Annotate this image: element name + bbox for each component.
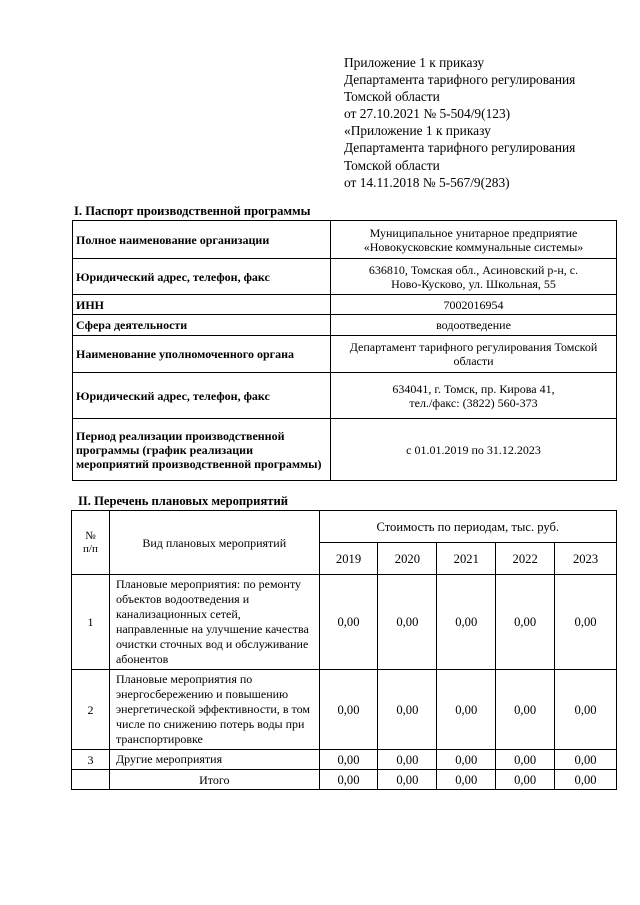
passport-value-line: области [453,354,494,368]
passport-row [73,221,617,259]
passport-label: Полное наименование организации [73,221,331,259]
total-row [72,770,617,790]
passport-row [73,259,617,295]
header-line: от 14.11.2018 № 5-567/9(283) [344,174,510,190]
header-line: Томской области [344,157,440,173]
row-value: 0,00 [378,750,437,770]
passport-row [73,295,617,315]
col-cost-header: Стоимость по периодам, тыс. руб. [319,511,616,543]
passport-value [331,259,617,295]
passport-value [331,336,617,373]
passport-value: водоотведение [331,315,617,336]
header-line: «Приложение 1 к приказу [344,123,491,139]
passport-label: Юридический адрес, телефон, факс [73,259,331,295]
measures-header-row [72,511,617,543]
total-value: 0,00 [378,770,437,790]
order-header [344,54,634,191]
passport-value-line: 636810, Томская обл., Асиновский р-н, с. [368,262,579,277]
year-header: 2020 [378,543,437,575]
measures-table [71,510,617,790]
passport-value-line: «Новокусковские коммунальные системы» [363,239,584,254]
passport-row [73,373,617,419]
passport-row [73,419,617,481]
passport-label: Период реализации производственной программы (график реализации мероприятий производственной программы) [73,419,331,481]
total-value: 0,00 [319,770,378,790]
year-header: 2023 [555,543,617,575]
year-header: 2022 [496,543,555,575]
total-num-cell [72,770,110,790]
header-line: от 27.10.2021 № 5-504/9(123) [344,106,511,122]
header-line: Департамента тарифного регулирования [344,72,576,88]
row-value: 0,00 [319,750,378,770]
row-value: 0,00 [555,670,617,750]
passport-value-line: тел./факс: (3822) 560-373 [409,395,538,410]
passport-section-title: I. Паспорт производственной программы [74,204,311,218]
year-header: 2019 [319,543,378,575]
total-value: 0,00 [437,770,496,790]
col-num-header [72,511,110,575]
passport-label: ИНН [73,295,331,315]
row-description: Другие мероприятия [109,750,319,770]
passport-value [331,373,617,419]
passport-value-line: Муниципальное унитарное предприятие [369,225,578,240]
row-value: 0,00 [437,750,496,770]
total-value: 0,00 [555,770,617,790]
passport-label: Юридический адрес, телефон, факс [73,373,331,419]
row-value: 0,00 [555,575,617,670]
measures-section-title: II. Перечень плановых мероприятий [78,494,288,508]
passport-value-line: Ново-Кусково, ул. Школьная, 55 [391,276,556,291]
year-header: 2021 [437,543,496,575]
passport-table [72,220,617,481]
total-value: 0,00 [496,770,555,790]
row-value: 0,00 [378,670,437,750]
row-number: 3 [72,750,110,770]
table-row [72,750,617,770]
row-value: 0,00 [437,575,496,670]
passport-row [73,315,617,336]
header-line: Приложение 1 к приказу [344,55,485,70]
passport-value: с 01.01.2019 по 31.12.2023 [331,419,617,481]
table-row [72,575,617,670]
passport-value-line: 634041, г. Томск, пр. Кирова 41, [392,381,555,396]
row-value: 0,00 [319,575,378,670]
row-value: 0,00 [496,750,555,770]
row-value: 0,00 [319,670,378,750]
col-type-header: Вид плановых мероприятий [109,511,319,575]
passport-value [331,221,617,259]
row-description: Плановые мероприятия: по ремонту объектов водоотведения и канализационных сетей, направленные на улучшение качества очистки сточных вод и обслуживание абонентов [109,575,319,670]
col-num-label: № п/п [83,529,98,555]
table-row [72,670,617,750]
row-value: 0,00 [496,575,555,670]
row-value: 0,00 [496,670,555,750]
passport-value: 7002016954 [331,295,617,315]
total-label: Итого [109,770,319,790]
row-number: 2 [72,670,110,750]
row-description: Плановые мероприятия по энергосбережению и повышению энергетической эффективности, в том числе по снижению потерь воды при транспортировке [109,670,319,750]
passport-value-line: Департамент тарифного регулирования Томской [349,340,598,354]
row-value: 0,00 [437,670,496,750]
header-line: Томской области [344,89,440,105]
passport-label: Сфера деятельности [73,315,331,336]
row-number: 1 [72,575,110,670]
passport-row [73,336,617,373]
header-line: Департамента тарифного регулирования [344,140,576,156]
row-value: 0,00 [378,575,437,670]
row-value: 0,00 [555,750,617,770]
passport-label: Наименование уполномоченного органа [73,336,331,373]
